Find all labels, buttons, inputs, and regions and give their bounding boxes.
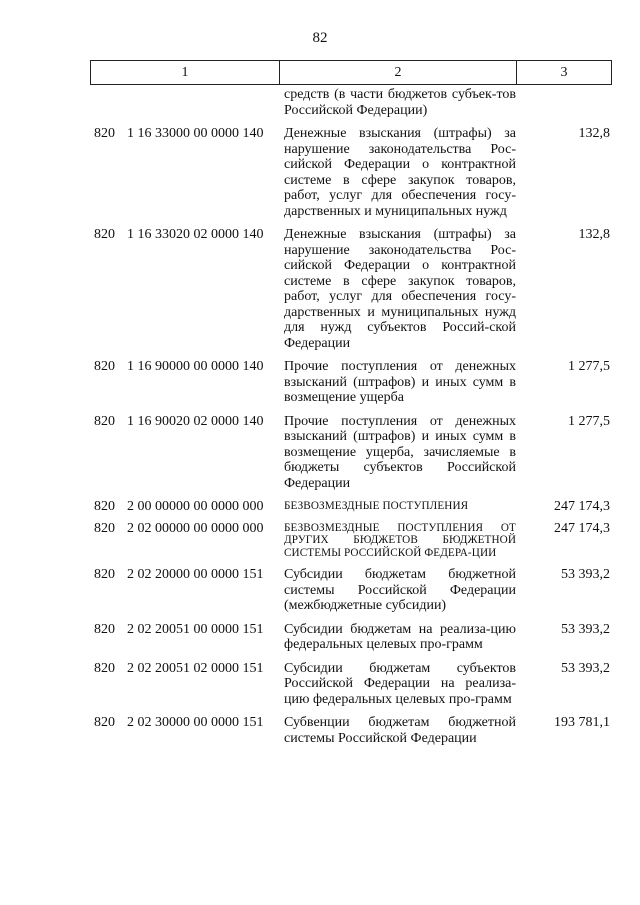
budget-classification-code: 1 16 33000 00 0000 140 [127,126,264,141]
revenue-name: Денежные взыскания (штрафы) за нарушение законодательства Рос-сийской Федерации о контрактной системе в сфере закупок товаров, работ, услуг для обеспечения госу-дарственных и муниципальных нужд [284,126,516,219]
admin-code: 820 [94,621,115,637]
budget-table [90,60,612,754]
header-col-2: 2 [280,61,517,84]
revenue-name: Субвенции бюджетам бюджетной системы Российской Федерации [284,715,516,746]
revenue-name: БЕЗВОЗМЕЗДНЫЕ ПОСТУПЛЕНИЯ ОТ ДРУГИХ БЮДЖЕТОВ БЮДЖЕТНОЙ СИСТЕМЫ РОССИЙСКОЙ ФЕДЕРА-ЦИИ [284,521,516,559]
admin-code: 820 [94,499,115,514]
revenue-name: Субсидии бюджетам на реализа-цию федеральных целевых про-грамм [284,621,516,652]
budget-classification-code: 2 02 30000 00 0000 151 [127,715,264,730]
amount: 1 277,5 [568,359,610,374]
table-row [90,521,612,560]
table-row [90,622,612,653]
budget-classification-code: 1 16 90000 00 0000 140 [127,359,264,374]
revenue-name: Прочие поступления от денежных взысканий (штрафов) и иных сумм в возмещение ущерба [284,359,516,405]
continuation-row [90,87,612,118]
table-row [90,715,612,746]
admin-code: 820 [94,520,115,536]
admin-code: 820 [94,359,115,374]
admin-code: 820 [94,227,115,242]
table-header [90,60,612,85]
admin-code: 820 [94,567,115,582]
table-row [90,567,612,614]
header-col-1: 1 [91,61,280,84]
revenue-name: Субсидии бюджетам субъектов Российской Федерации на реализа-цию федеральных целевых про-грамм [284,660,516,707]
admin-code: 820 [94,126,115,141]
amount: 132,8 [578,126,610,141]
amount: 132,8 [578,227,610,242]
table-row [90,126,612,219]
header-col-3: 3 [560,64,568,80]
table-row [90,661,612,708]
amount: 247 174,3 [554,520,610,536]
admin-code: 820 [94,413,115,429]
table-row [90,499,612,513]
table-row [90,227,612,351]
revenue-name: Прочие поступления от денежных взысканий (штрафов) и иных сумм в возмещение ущерба, зачисляемые в бюджеты субъектов Российской Федерации [284,413,516,491]
revenue-name: Денежные взыскания (штрафы) за нарушение законодательства Рос-сийской Федерации о контрактной системе в сфере закупок товаров, работ, услуг для обеспечения госу-дарственных и муниципальных нужд для нужд субъектов Россий-ской Федерации [284,227,516,351]
revenue-name: БЕЗВОЗМЕЗДНЫЕ ПОСТУПЛЕНИЯ [284,500,469,512]
budget-classification-code: 1 16 90020 02 0000 140 [127,413,264,429]
page-number: 82 [312,30,328,46]
amount: 193 781,1 [554,715,610,730]
budget-classification-code: 1 16 33020 02 0000 140 [127,227,264,242]
budget-classification-code: 2 02 20000 00 0000 151 [127,567,264,582]
amount: 1 277,5 [568,413,610,429]
admin-code: 820 [94,715,115,730]
amount: 53 393,2 [561,621,610,637]
amount: 53 393,2 [561,660,610,676]
amount: 53 393,2 [561,567,610,582]
budget-classification-code: 2 02 20051 02 0000 151 [127,660,264,676]
table-row [90,359,612,406]
revenue-name: Субсидии бюджетам бюджетной системы Российской Федерации (межбюджетные субсидии) [284,567,516,613]
amount: 247 174,3 [554,499,610,514]
table-row [90,414,612,492]
budget-classification-code: 2 00 00000 00 0000 000 [127,499,264,514]
continuation-text: средств (в части бюджетов субъек-тов Российской Федерации) [284,87,516,118]
budget-classification-code: 2 02 20051 00 0000 151 [127,621,264,637]
budget-classification-code: 2 02 00000 00 0000 000 [127,520,264,536]
admin-code: 820 [94,660,115,676]
